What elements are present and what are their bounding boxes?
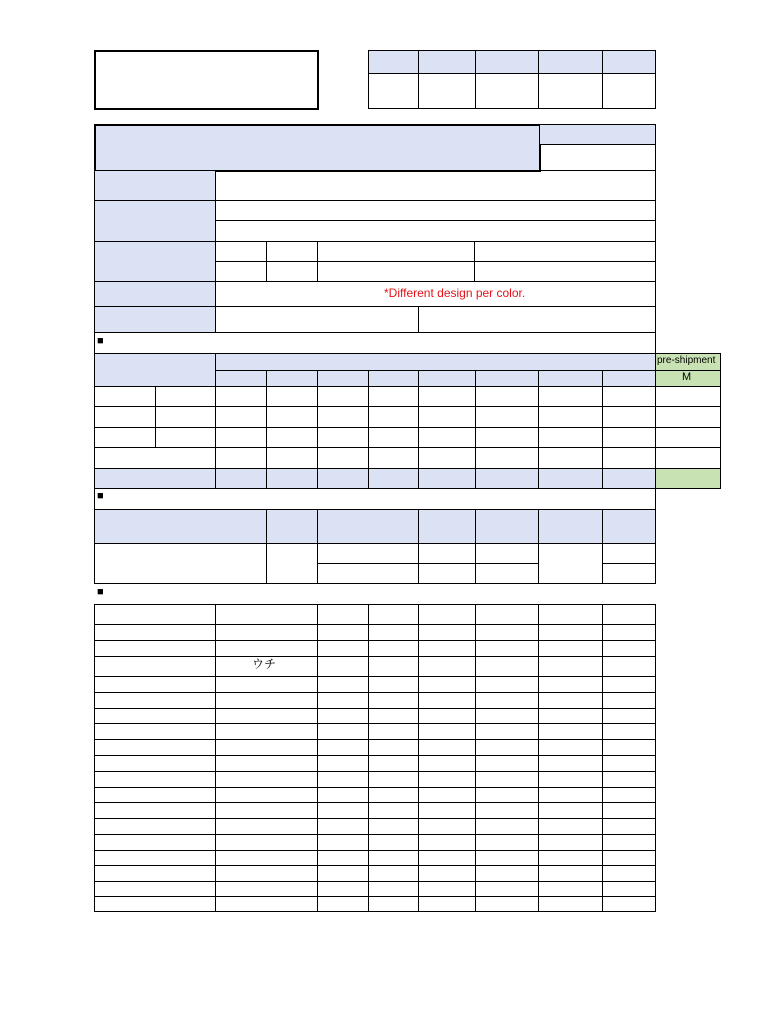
parts-cell	[317, 771, 369, 788]
parts-cell	[317, 692, 369, 709]
materials-header-cell	[602, 509, 656, 544]
parts-cell	[94, 896, 216, 912]
parts-cell	[94, 850, 216, 866]
parts-cell	[317, 755, 369, 772]
parts-cell	[368, 818, 419, 835]
materials-cell	[602, 543, 656, 564]
parts-cell	[475, 692, 539, 709]
parts-cell	[94, 708, 216, 724]
spec-value-cell	[266, 406, 318, 428]
parts-cell	[418, 656, 476, 677]
parts-cell	[368, 723, 419, 740]
parts-cell	[475, 640, 539, 657]
info-value-cell	[215, 200, 656, 221]
spec-point-cell	[155, 386, 216, 407]
spec-value-cell	[266, 447, 318, 469]
parts-cell	[317, 604, 369, 625]
parts-cell	[94, 624, 216, 641]
materials-cell	[602, 563, 656, 584]
spec-total-cell	[418, 468, 476, 489]
parts-cell	[317, 640, 369, 657]
spec-value-cell	[215, 386, 267, 407]
parts-cell	[94, 865, 216, 882]
parts-cell	[475, 604, 539, 625]
header-info-box	[94, 50, 319, 110]
parts-cell	[94, 881, 216, 897]
parts-cell	[538, 787, 603, 803]
parts-cell	[215, 739, 318, 756]
parts-cell	[94, 640, 216, 657]
parts-cell	[368, 865, 419, 882]
spec-value-cell	[368, 427, 419, 448]
spec-value-cell	[368, 386, 419, 407]
parts-cell	[94, 676, 216, 693]
spec-value-cell	[602, 447, 656, 469]
parts-cell	[215, 692, 318, 709]
parts-cell	[94, 723, 216, 740]
info-value-cell	[215, 241, 267, 262]
parts-cell	[602, 787, 656, 803]
parts-cell	[215, 640, 318, 657]
parts-cell	[215, 881, 318, 897]
parts-cell	[475, 865, 539, 882]
spec-value-cell	[368, 447, 419, 469]
spec-point-cell	[94, 427, 156, 448]
info-value-cell	[317, 241, 475, 262]
spec-point-cell	[94, 386, 156, 407]
parts-cell	[317, 787, 369, 803]
spec-total-cell	[602, 468, 656, 489]
spec-value-cell	[602, 406, 656, 428]
parts-cell	[538, 771, 603, 788]
parts-cell	[215, 802, 318, 819]
parts-cell	[538, 624, 603, 641]
approval-header-cell	[475, 50, 539, 74]
parts-cell	[418, 640, 476, 657]
pre-shipment-total-cell	[655, 468, 721, 489]
parts-cell	[538, 739, 603, 756]
parts-cell	[602, 676, 656, 693]
parts-cell	[368, 656, 419, 677]
parts-cell	[475, 739, 539, 756]
parts-cell	[475, 676, 539, 693]
approval-cell	[602, 73, 656, 109]
materials-cell	[475, 543, 539, 564]
parts-cell	[538, 676, 603, 693]
parts-cell	[602, 692, 656, 709]
parts-cell	[418, 739, 476, 756]
materials-header-cell	[475, 509, 539, 544]
parts-cell	[602, 755, 656, 772]
info-value-cell	[418, 306, 656, 333]
parts-cell	[475, 755, 539, 772]
parts-cell	[475, 787, 539, 803]
materials-header-cell	[418, 509, 476, 544]
spec-size-header	[368, 370, 419, 387]
parts-cell	[475, 881, 539, 897]
spec-value-cell	[317, 427, 369, 448]
info-value-cell	[474, 241, 656, 262]
parts-cell	[215, 624, 318, 641]
parts-cell	[94, 834, 216, 851]
pre-shipment-cell	[655, 427, 721, 448]
approval-header-cell	[418, 50, 476, 74]
parts-cell	[215, 755, 318, 772]
approval-cell	[538, 73, 603, 109]
materials-cell	[418, 543, 476, 564]
parts-cell	[538, 640, 603, 657]
spec-value-cell	[266, 386, 318, 407]
parts-cell	[602, 802, 656, 819]
parts-cell	[538, 755, 603, 772]
parts-cell	[418, 723, 476, 740]
spec-total-cell	[368, 468, 419, 489]
parts-cell	[215, 708, 318, 724]
parts-cell	[418, 818, 476, 835]
parts-cell	[94, 755, 216, 772]
spec-value-cell	[538, 386, 603, 407]
parts-cell	[418, 676, 476, 693]
parts-cell	[215, 604, 318, 625]
parts-cell	[475, 708, 539, 724]
info-value-cell	[266, 241, 318, 262]
parts-cell	[94, 802, 216, 819]
parts-cell	[602, 865, 656, 882]
parts-cell	[418, 896, 476, 912]
materials-header-cell	[94, 509, 267, 544]
parts-cell	[368, 896, 419, 912]
parts-cell	[538, 850, 603, 866]
spec-point-cell	[155, 427, 216, 448]
spec-total-cell	[266, 468, 318, 489]
spec-value-cell	[215, 427, 267, 448]
spec-value-cell	[538, 427, 603, 448]
parts-cell	[475, 818, 539, 835]
parts-cell	[94, 771, 216, 788]
parts-cell	[317, 708, 369, 724]
info-value-cell	[266, 261, 318, 282]
parts-cell	[368, 739, 419, 756]
parts-cell	[538, 881, 603, 897]
parts-cell	[475, 834, 539, 851]
spec-value-cell	[602, 427, 656, 448]
parts-cell	[368, 708, 419, 724]
parts-cell	[215, 676, 318, 693]
title-label-cell	[539, 124, 656, 145]
materials-cell	[317, 543, 419, 564]
spec-total-cell	[538, 468, 603, 489]
info-value-cell	[215, 306, 419, 333]
spec-label-header	[94, 353, 216, 387]
materials-cell	[538, 543, 603, 584]
parts-cell	[538, 818, 603, 835]
parts-cell	[475, 624, 539, 641]
parts-cell	[418, 771, 476, 788]
parts-cell	[317, 834, 369, 851]
parts-cell	[418, 881, 476, 897]
lining-label: ウチ	[252, 657, 277, 671]
parts-cell	[475, 656, 539, 677]
parts-cell	[317, 739, 369, 756]
approval-header-cell	[538, 50, 603, 74]
parts-cell	[475, 850, 539, 866]
parts-cell	[368, 881, 419, 897]
parts-cell	[94, 604, 216, 625]
parts-cell	[538, 604, 603, 625]
spec-size-header	[538, 370, 603, 387]
title-cell	[94, 124, 541, 172]
spec-value-cell	[538, 406, 603, 428]
parts-cell	[317, 624, 369, 641]
parts-cell	[94, 656, 216, 677]
spec-value-cell	[418, 447, 476, 469]
parts-cell	[602, 723, 656, 740]
materials-cell	[266, 543, 318, 584]
info-value-cell	[317, 261, 475, 282]
spec-value-cell	[418, 427, 476, 448]
parts-cell	[418, 850, 476, 866]
spec-value-cell	[317, 406, 369, 428]
section-marker-size-spec: ■	[97, 335, 104, 347]
materials-cell	[317, 563, 419, 584]
color-design-note: *Different design per color.	[384, 286, 526, 300]
info-value-cell	[474, 261, 656, 282]
parts-cell	[602, 850, 656, 866]
parts-cell	[368, 834, 419, 851]
parts-cell	[602, 656, 656, 677]
info-label-cell	[94, 200, 216, 242]
spec-value-cell	[475, 406, 539, 428]
parts-cell	[475, 802, 539, 819]
parts-cell	[418, 604, 476, 625]
pre-shipment-cell	[655, 386, 721, 407]
approval-cell	[418, 73, 476, 109]
parts-cell	[602, 708, 656, 724]
parts-cell	[418, 802, 476, 819]
parts-cell	[317, 676, 369, 693]
parts-cell	[317, 881, 369, 897]
spec-value-cell	[266, 427, 318, 448]
spec-span-header	[215, 353, 656, 371]
parts-cell	[317, 865, 369, 882]
materials-name-cell	[94, 543, 267, 584]
parts-cell	[215, 850, 318, 866]
parts-cell	[475, 771, 539, 788]
parts-cell	[368, 802, 419, 819]
parts-cell	[215, 896, 318, 912]
spec-size-header	[475, 370, 539, 387]
spec-value-cell	[368, 406, 419, 428]
parts-cell	[418, 692, 476, 709]
parts-cell	[317, 656, 369, 677]
pre-shipment-label: pre-shipment	[657, 355, 716, 366]
parts-cell	[215, 834, 318, 851]
parts-cell	[94, 692, 216, 709]
parts-cell	[317, 850, 369, 866]
spec-value-cell	[418, 386, 476, 407]
materials-cell	[475, 563, 539, 584]
parts-cell	[475, 723, 539, 740]
parts-cell	[368, 624, 419, 641]
spec-size-header	[266, 370, 318, 387]
spec-value-cell	[418, 406, 476, 428]
parts-cell	[418, 755, 476, 772]
title-value-cell	[539, 144, 656, 171]
parts-cell	[215, 787, 318, 803]
parts-cell	[368, 604, 419, 625]
parts-cell	[418, 708, 476, 724]
materials-header-cell	[538, 509, 603, 544]
size-m-label: M	[682, 371, 692, 383]
parts-cell	[602, 739, 656, 756]
info-label-cell	[94, 306, 216, 333]
approval-cell	[368, 73, 419, 109]
parts-cell	[538, 723, 603, 740]
parts-cell	[317, 896, 369, 912]
spec-size-header	[602, 370, 656, 387]
parts-cell	[368, 787, 419, 803]
spec-value-cell	[475, 386, 539, 407]
spec-total-label	[94, 468, 216, 489]
info-value-cell	[215, 220, 656, 242]
parts-cell	[317, 802, 369, 819]
approval-header-cell	[368, 50, 419, 74]
parts-cell	[418, 787, 476, 803]
spec-total-cell	[475, 468, 539, 489]
parts-cell	[418, 834, 476, 851]
parts-cell	[368, 771, 419, 788]
spec-value-cell	[475, 427, 539, 448]
approval-cell	[475, 73, 539, 109]
parts-cell	[538, 708, 603, 724]
spec-total-cell	[215, 468, 267, 489]
materials-header-cell	[266, 509, 318, 544]
parts-cell	[538, 896, 603, 912]
parts-cell	[94, 739, 216, 756]
spec-value-cell	[538, 447, 603, 469]
spec-value-cell	[215, 406, 267, 428]
parts-cell	[368, 755, 419, 772]
parts-cell	[602, 896, 656, 912]
parts-cell	[368, 692, 419, 709]
spec-value-cell	[317, 447, 369, 469]
info-label-cell	[94, 281, 216, 307]
info-value-cell	[215, 170, 656, 201]
info-label-cell	[94, 170, 216, 201]
parts-cell	[475, 896, 539, 912]
parts-cell	[317, 723, 369, 740]
spec-total-cell	[317, 468, 369, 489]
parts-cell	[215, 723, 318, 740]
parts-cell	[368, 850, 419, 866]
section-marker-parts: ■	[97, 586, 104, 598]
parts-cell	[94, 787, 216, 803]
parts-cell	[368, 676, 419, 693]
parts-cell	[602, 818, 656, 835]
parts-cell	[215, 771, 318, 788]
materials-header-cell	[317, 509, 419, 544]
parts-cell	[602, 624, 656, 641]
spec-value-cell	[475, 447, 539, 469]
parts-cell	[538, 802, 603, 819]
parts-cell	[538, 834, 603, 851]
parts-cell	[538, 865, 603, 882]
spec-value-cell	[317, 386, 369, 407]
parts-cell	[215, 865, 318, 882]
parts-cell	[602, 604, 656, 625]
spec-size-header	[317, 370, 369, 387]
section-title-row	[94, 488, 656, 510]
section-marker-materials: ■	[97, 490, 104, 502]
approval-header-cell	[602, 50, 656, 74]
parts-cell	[94, 818, 216, 835]
parts-cell	[538, 692, 603, 709]
spec-point-cell	[155, 406, 216, 428]
spec-size-header	[418, 370, 476, 387]
parts-cell	[368, 640, 419, 657]
parts-cell	[418, 624, 476, 641]
pre-shipment-cell	[655, 447, 721, 469]
spec-value-cell	[215, 447, 267, 469]
parts-cell	[602, 834, 656, 851]
pre-shipment-cell	[655, 406, 721, 428]
spec-point-cell	[94, 447, 216, 469]
section-title-row	[94, 332, 656, 354]
spec-value-cell	[602, 386, 656, 407]
parts-cell	[538, 656, 603, 677]
spec-size-header	[215, 370, 267, 387]
parts-cell	[602, 771, 656, 788]
parts-cell	[602, 640, 656, 657]
info-value-cell	[215, 261, 267, 282]
parts-cell	[602, 881, 656, 897]
materials-cell	[418, 563, 476, 584]
parts-cell	[317, 818, 369, 835]
info-label-cell	[94, 241, 216, 282]
spec-point-cell	[94, 406, 156, 428]
parts-cell	[418, 865, 476, 882]
parts-cell	[215, 818, 318, 835]
